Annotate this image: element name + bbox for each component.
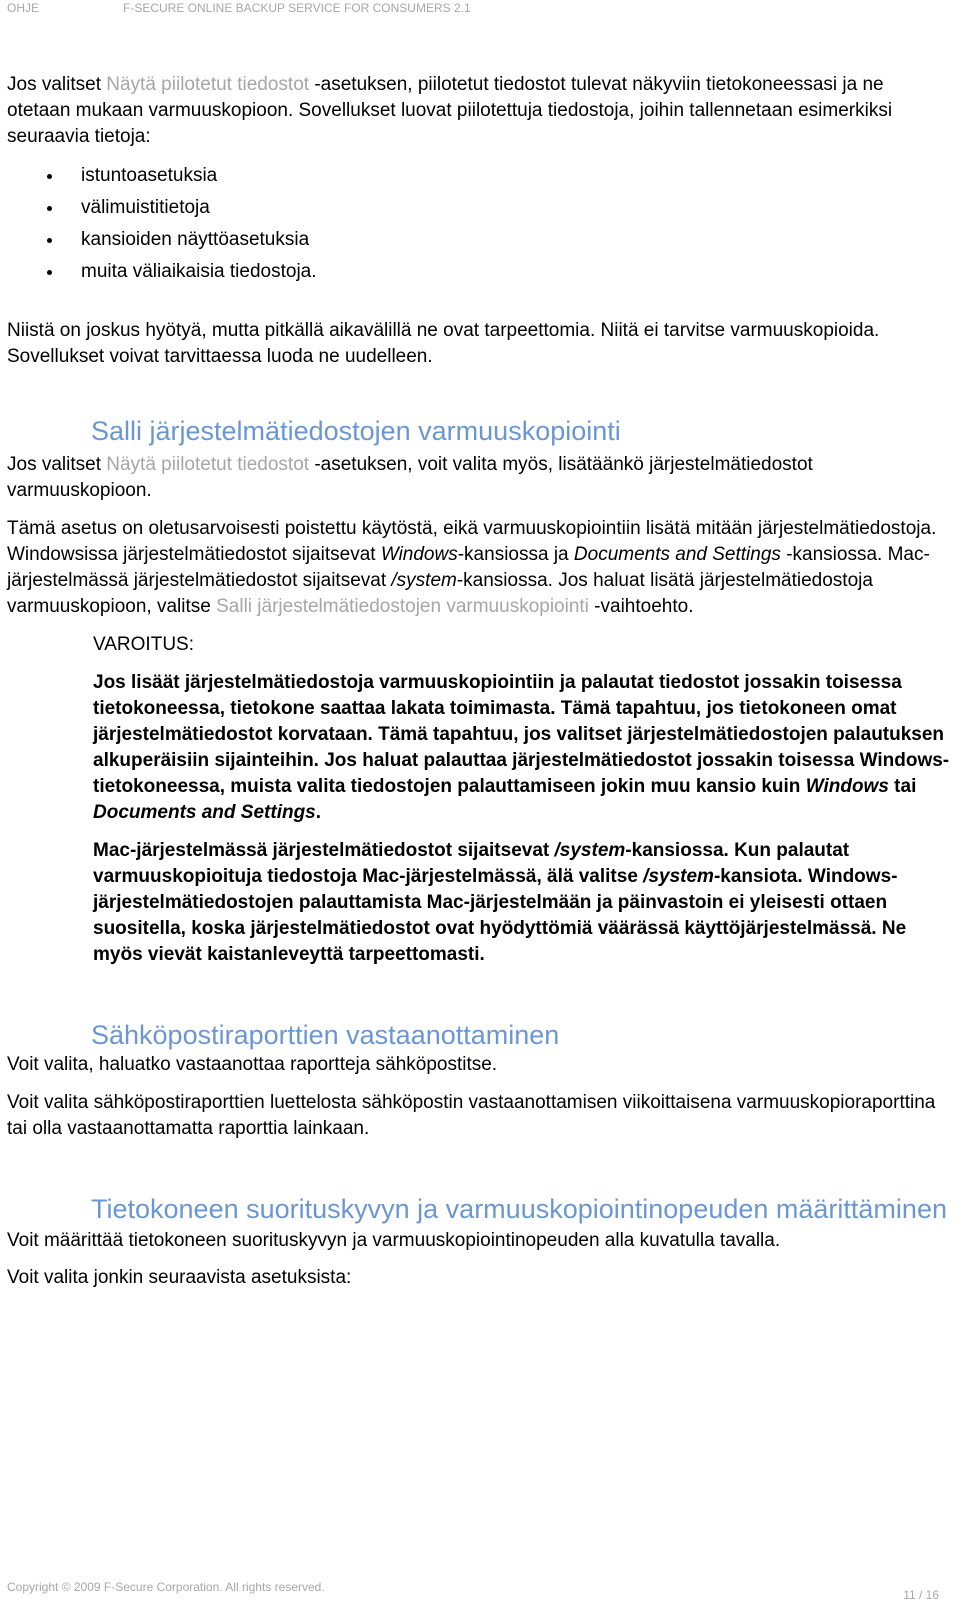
page-number: 11 / 16 bbox=[903, 1588, 939, 1602]
system-files-details: Tämä asetus on oletusarvoisesti poistettu käytöstä, eikä varmuuskopiointiin lisätä mitään järjestelmätiedostoja. Windowsissa järjestelmätiedostot sijaitsevat Windows-kansiossa ja Documents and Settings -kansiossa. Mac-järjestelmässä järjestelmätiedostot sijaitsevat /system-kansiossa. Jos haluat lisätä järjestelmätiedostoja varmuuskopioon, valitse Salli järjestelmätiedostojen varmuuskopiointi -vaihtoehto. bbox=[7, 518, 937, 617]
warning-paragraph-mac: Mac-järjestelmässä järjestelmätiedostot sijaitsevat /system-kansiossa. Kun palautat varmuuskopioituja tiedostoja Mac-järjestelmässä, älä valitse /system-kansiota. Windows-järjestelmätiedostojen palauttamista Mac-järjestelmään ja päinvastoin ei yleisesti ottaen suositella, koska järjestelmätiedostot ovat hyödyttömiä väärässä käyttöjärjestelmässä. Ne myös vievät kaistanleveyttä tarpeettomasti. bbox=[93, 840, 907, 965]
footer-copyright: Copyright © 2009 F-Secure Corporation. All rights reserved. bbox=[7, 1580, 325, 1594]
performance-intro: Voit määrittää tietokoneen suorituskyvyn ja varmuuskopiointinopeuden alla kuvatulla tavalla. bbox=[7, 1230, 781, 1251]
performance-options: Voit valita jonkin seuraavista asetuksista: bbox=[7, 1267, 352, 1288]
ui-reference: Näytä piilotetut tiedostot bbox=[106, 74, 310, 95]
text-run: Jos valitset bbox=[7, 74, 107, 95]
list-item: istuntoasetuksia bbox=[7, 160, 952, 192]
list-item: kansioiden näyttöasetuksia bbox=[7, 224, 952, 256]
list-item: välimuistitietoja bbox=[7, 192, 952, 224]
section-heading-system-files: Salli järjestelmätiedostojen varmuuskopiointi bbox=[91, 416, 621, 446]
email-reports-intro: Voit valita, haluatko vastaanottaa raportteja sähköpostitse. bbox=[7, 1054, 498, 1075]
hidden-files-list bbox=[7, 160, 952, 288]
warning-title: VAROITUS: bbox=[93, 634, 194, 655]
warning-paragraph: Jos lisäät järjestelmätiedostoja varmuuskopiointiin ja palautat tiedostot jossakin toisessa tietokoneessa, tietokone saattaa lakata toimimasta. Tämä tapahtuu, jos tietokoneen omat järjestelmätiedostot korvataan. Tämä tapahtuu, jos valitset järjestelmätiedostojen palautuksen alkuperäisiin sijainteihin. Jos haluat palauttaa järjestelmätiedostot jossakin toisessa Windows-tietokoneessa, muista valita tiedostojen palauttamiseen jokin muu kansio kuin Windows tai Documents and Settings. bbox=[93, 672, 950, 823]
usefulness-paragraph: Niistä on joskus hyötyä, mutta pitkällä aikavälillä ne ovat tarpeettomia. Niitä ei tarvitse varmuuskopioida. Sovellukset voivat tarvittaessa luoda ne uudelleen. bbox=[7, 320, 880, 367]
text-run: -asetuksen, piilotetut tiedostot tulevat näkyviin tietokoneessasi ja ne otetaan mukaan varmuuskopioon. Sovellukset luovat piilotettuja tiedostoja, joihin tallennetaan esimerkiksi seuraavia tietoja: bbox=[7, 74, 893, 147]
email-reports-details: Voit valita sähköpostiraporttien luettelosta sähköpostin vastaanottamisen viikoittaisena varmuuskopioraporttina tai olla vastaanottamatta raporttia lainkaan. bbox=[7, 1092, 936, 1139]
hidden-files-paragraph bbox=[7, 72, 952, 150]
bullet-icon bbox=[47, 206, 52, 211]
page-header bbox=[7, 1, 471, 15]
ui-reference: Salli järjestelmätiedostojen varmuuskopiointi bbox=[216, 596, 589, 617]
page-content bbox=[7, 72, 952, 1291]
bullet-icon bbox=[47, 174, 52, 179]
header-label: OHJE bbox=[7, 1, 40, 15]
document-title: F-SECURE ONLINE BACKUP SERVICE FOR CONSUMERS 2.1 bbox=[123, 1, 471, 15]
bullet-icon bbox=[47, 238, 52, 243]
section-heading-performance: Tietokoneen suorituskyvyn ja varmuuskopiointinopeuden määrittäminen bbox=[91, 1194, 947, 1224]
bullet-icon bbox=[47, 270, 52, 275]
ui-reference: Näytä piilotetut tiedostot bbox=[106, 454, 310, 475]
system-files-intro: Jos valitset Näytä piilotetut tiedostot -asetuksen, voit valita myös, lisätäänkö järjestelmätiedostot varmuuskopioon. bbox=[7, 454, 813, 501]
warning-block bbox=[93, 632, 952, 968]
section-heading-email-reports: Sähköpostiraporttien vastaanottaminen bbox=[91, 1020, 560, 1050]
list-item: muita väliaikaisia tiedostoja. bbox=[7, 256, 952, 288]
